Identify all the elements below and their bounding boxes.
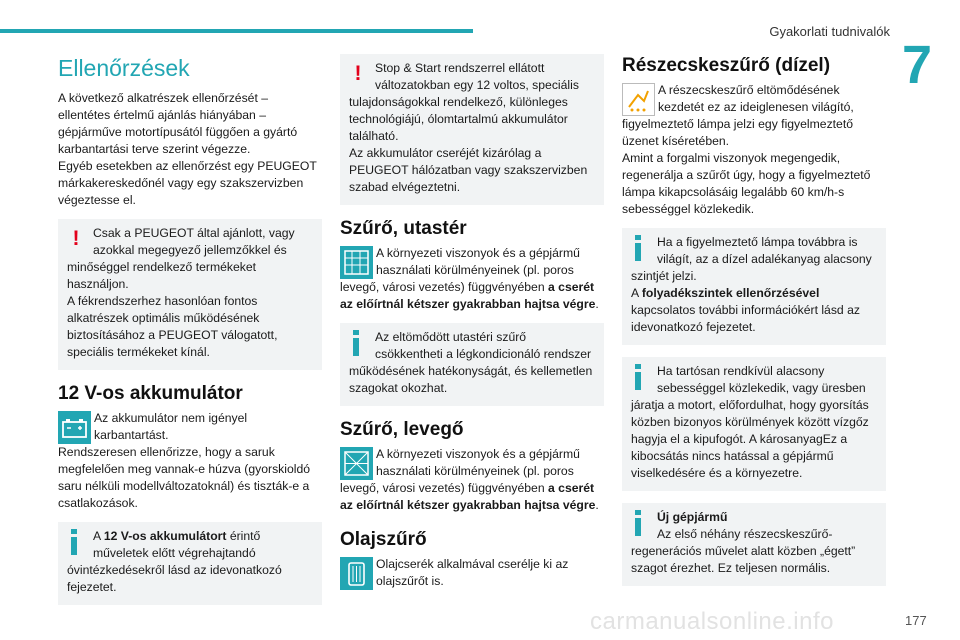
info-box-low-speed [622,357,886,491]
heading-checks: Ellenőrzések [58,55,190,81]
air-filter-text: A környezeti viszonyok és a gépjármű használati körülményeinek (pl. poros levegő, városi vezetés) függvényében a cserét az előírtnál kétszer gyakrabban hajtsa végre. [340,447,599,512]
info-icon [67,529,85,559]
info-new-vehicle-text: Az első néhány részecskeszűrő-regenerációs művelet alatt közben „égett” szagot érezhet. Ez teljesen normális. [631,527,856,575]
info-box-cabin [340,323,604,406]
battery-section [58,410,322,512]
checks-intro-2: Egyéb esetekben az ellenőrzést egy PEUGEOT márkakereskedőnél vagy egy szakszervizben végeztesse el. [58,159,317,207]
info-battery-text: A 12 V-os akkumulátort érintő műveletek előtt végrehajtandó óvintézkedésekről lásd az idevonatkozó fejezetet. [67,529,282,594]
oil-filter-text: Olajcserék alkalmával cserélje ki az olajszűrőt is. [376,557,569,588]
cabin-filter-section [340,245,604,313]
warning-replacement-text: Az akkumulátor cseréjét kizárólag a PEUGEOT hálózatban vagy szakszervizben szabad elvégeztetni. [349,146,588,194]
oil-filter-section [340,556,604,590]
heading-air-filter: Szűrő, levegő [340,419,464,440]
chapter-number: 7 [902,35,933,95]
info-low-speed-text: Ha tartósan rendkívül alacsony sebességgel közlekedik, vagy üresben járatja a motort, előfordulhat, hogy gyorsítás közben bizonyos körülmények között vízgőz hagyja el a kipufogót. A károsanyagEz a kibocsátás nincs hatással a gépjármű viselkedésére és a környezetre. [631,364,869,480]
info-additive-text: Ha a figyelmeztető lámpa továbbra is világít, az a dízel adalékanyag alacsony szintjét jelzi. [631,235,872,283]
particle-filter-section [622,82,886,218]
heading-cabin-filter: Szűrő, utastér [340,218,467,239]
info-icon [631,235,649,265]
heading-battery: 12 V-os akkumulátor [58,383,243,404]
header-bar [0,29,473,33]
battery-text-2: Rendszeresen ellenőrizze, hogy a saruk megfelelően meg vannak-e húzva (gyorskioldó saru nélküli modellváltozatoknál) és tiszták-e a csatlakozások. [58,445,311,510]
section-title: Gyakorlati tudnivalók [769,24,890,39]
air-filter-icon [340,447,373,480]
particle-filter-icon [622,83,655,116]
warning-icon: ! [72,227,80,250]
cabin-filter-icon [340,246,373,279]
heading-particle-filter: Részecskeszűrő (dízel) [622,55,831,76]
info-box-additive [622,228,886,345]
checks-intro: A következő alkatrészek ellenőrzését – ellentétes értelmű ajánlás hiányában – gépjárműve motortípusától függően a gyártó karbantartási terve szerint végezze. [58,91,298,156]
info-new-vehicle-title: Új gépjármű [657,510,728,524]
heading-oil-filter: Olajszűrő [340,529,427,550]
column-1 [58,54,322,617]
info-box-battery [58,522,322,605]
battery-text: Az akkumulátor nem igényel karbantartást. [94,411,248,442]
cabin-filter-text: A környezeti viszonyok és a gépjármű használati körülményeinek (pl. poros levegő, városi vezetés) függvényében a cserét az előírtnál kétszer gyakrabban hajtsa végre. [340,246,599,311]
warning-startstop-text: Stop & Start rendszerrel ellátott változatokban egy 12 voltos, speciális tulajdonságokkal rendelkező, különleges technológiájú, ólomtartalmú akkumulátor található. [349,61,579,143]
info-icon [349,330,367,360]
warning-box-startstop [340,54,604,205]
column-3 [622,54,886,598]
page-number: 177 [905,613,927,628]
info-icon [631,364,649,394]
warning-box-products [58,219,322,370]
air-filter-section [340,446,604,514]
warning-brakes-text: A fékrendszerhez hasonlóan fontos alkatrészek optimális működésének biztosításához a PEUGEOT válogatott, speciális termékeket kínál. [67,294,278,359]
oil-filter-icon [340,557,373,590]
info-icon [631,510,649,540]
column-2 [340,54,604,590]
watermark: carmanualsonline.info [590,608,834,635]
battery-icon [58,411,91,444]
info-cabin-text: Az eltömődött utastéri szűrő csökkentheti a légkondicionáló rendszer működésének hatékonyságát, és kellemetlen szagokat okozhat. [349,330,593,395]
warning-products-text: Csak a PEUGEOT által ajánlott, vagy azokkal megegyező jellemzőkkel és minőséggel rendelkező termékeket használjon. [67,226,295,291]
particle-filter-text-2: Amint a forgalmi viszonyok megengedik, regenerálja a szűrőt úgy, hogy a figyelmeztető lámpa kikapcsolásáig legalább 60 km/h-s sebességgel közlekedik. [622,151,871,216]
particle-filter-text: A részecskeszűrő eltömődésének kezdetét ez az ideiglenesen világító, figyelmeztető lámpa jelzi egy figyelmeztető üzenet kíséretében. [622,83,854,148]
info-box-new-vehicle [622,503,886,586]
info-fluid-levels-text: A folyadékszintek ellenőrzésével kapcsolatos további információkért lásd az idevonatkozó fejezetet. [631,286,860,334]
warning-icon: ! [354,62,362,85]
